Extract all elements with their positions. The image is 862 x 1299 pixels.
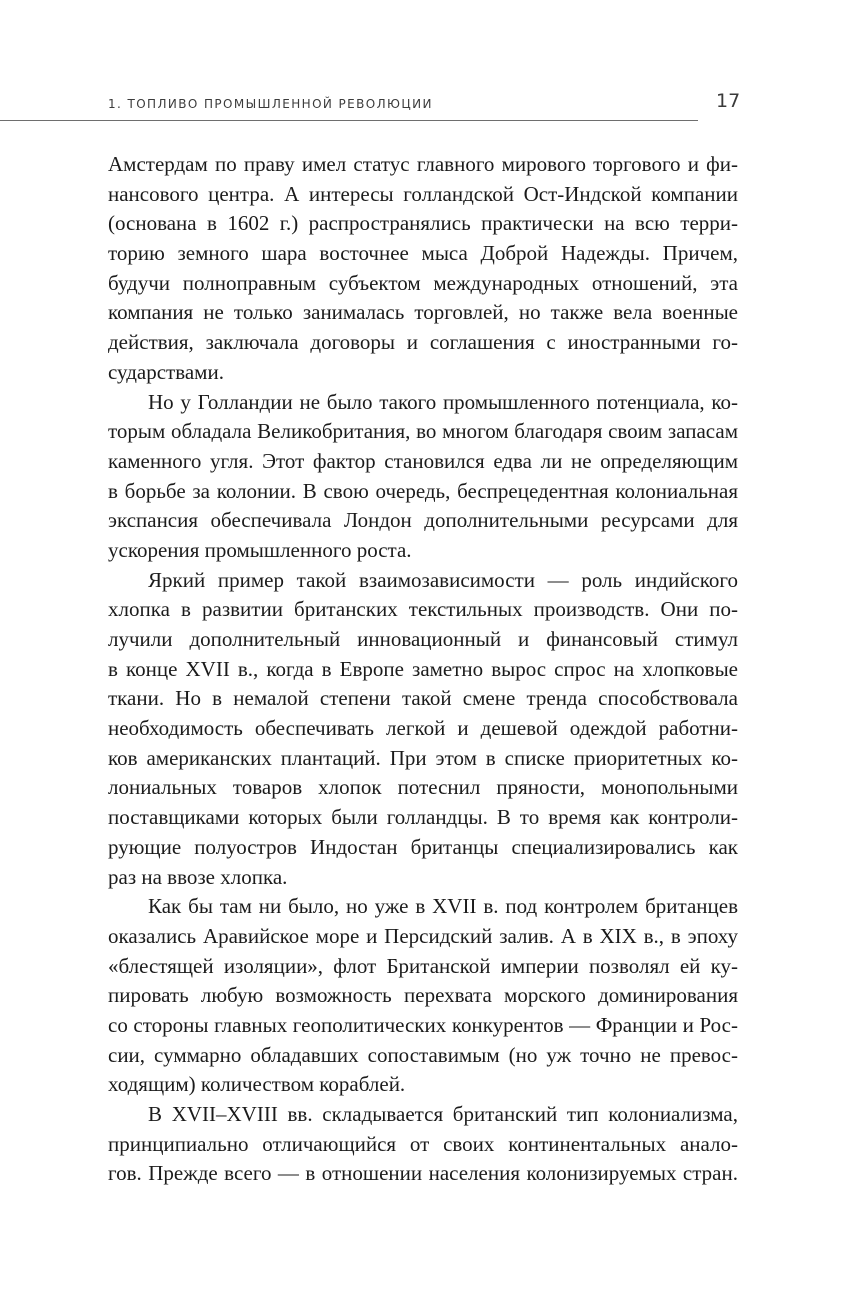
paragraph (108, 566, 738, 893)
text-line: раз на ввозе хлопка. (108, 864, 288, 889)
text-line: Амстердам по праву имел статус главного мирового торгового и фи- (108, 152, 738, 176)
text-line: сии, суммарно обладавших сопоставимым (но уж точно не превос- (108, 1042, 738, 1067)
text-line: будучи полноправным субъектом международных отношений, эта (108, 270, 738, 295)
text-line: необходимость обеспечивать легкой и дешевой одеждой работни- (108, 716, 738, 741)
text-line: рующие полуостров Индостан британцы специализировались как (108, 834, 738, 859)
text-line: ускорения промышленного роста. (108, 537, 412, 562)
paragraph (108, 150, 738, 388)
text-line: торым обладала Великобритания, во многом благодаря своим запасам (108, 419, 738, 444)
text-line: Как бы там ни было, но уже в XVII в. под контролем британцев (148, 894, 738, 919)
body-text (108, 150, 738, 1189)
text-line: нансового центра. А интересы голландской Ост-Индской компании (108, 181, 738, 206)
text-line: сударствами. (108, 359, 224, 384)
text-line: принципиально отличающийся от своих континентальных анало- (108, 1131, 738, 1156)
text-line: в борьбе за колонии. В свою очередь, беспрецедентная колониальная (108, 478, 738, 503)
text-line: ходящим) количеством кораблей. (108, 1072, 406, 1097)
text-line: в конце XVII в., когда в Европе заметно вырос спрос на хлопковые (108, 656, 738, 681)
text-line: пировать любую возможность перехвата морского доминирования (108, 983, 738, 1008)
text-line: гов. Прежде всего — в отношении населения колонизируемых стран. (108, 1161, 738, 1186)
text-line: торию земного шара восточнее мыса Доброй Надежды. Причем, (108, 241, 738, 266)
text-line: ков американских плантаций. При этом в списке приоритетных ко- (108, 745, 738, 770)
paragraph (108, 892, 738, 1100)
paragraph (108, 1100, 738, 1189)
text-line: компания не только занималась торговлей, но также вела военные (108, 300, 738, 325)
header-rule (0, 120, 698, 121)
text-line: действия, заключала договоры и соглашения с иностранными го- (108, 330, 738, 355)
text-line: Но у Голландии не было такого промышленного потенциала, ко- (148, 389, 738, 414)
text-line: со стороны главных геополитических конкурентов — Франции и Рос- (108, 1012, 738, 1037)
paragraph (108, 388, 738, 566)
text-line: экспансия обеспечивала Лондон дополнительными ресурсами для (108, 508, 738, 533)
text-line: каменного угля. Этот фактор становился едва ли не определяющим (108, 448, 738, 473)
text-line: «блестящей изоляции», флот Британской империи позволял ей ку- (108, 953, 738, 978)
text-line: лониальных товаров хлопок потеснил пряности, монопольными (108, 775, 738, 800)
text-line: (основана в 1602 г.) распространялись практически на всю терри- (108, 211, 738, 236)
text-line: оказались Аравийское море и Персидский залив. А в XIX в., в эпоху (108, 923, 738, 948)
text-line: лучили дополнительный инновационный и финансовый стимул (108, 627, 738, 651)
text-line: хлопка в развитии британских текстильных производств. Они по- (108, 597, 738, 622)
text-line: В XVII–XVIII вв. складывается британский тип колониализма, (148, 1102, 738, 1126)
text-line: поставщиками которых были голландцы. В то время как контроли- (108, 805, 738, 830)
text-line: ткани. Но в немалой степени такой смене тренда способствовала (108, 686, 738, 711)
text-line: Яркий пример такой взаимозависимости — роль индийского (148, 567, 738, 592)
page-number: 17 (716, 90, 741, 112)
running-head: 1. ТОПЛИВО ПРОМЫШЛЕННОЙ РЕВОЛЮЦИИ (108, 97, 433, 111)
